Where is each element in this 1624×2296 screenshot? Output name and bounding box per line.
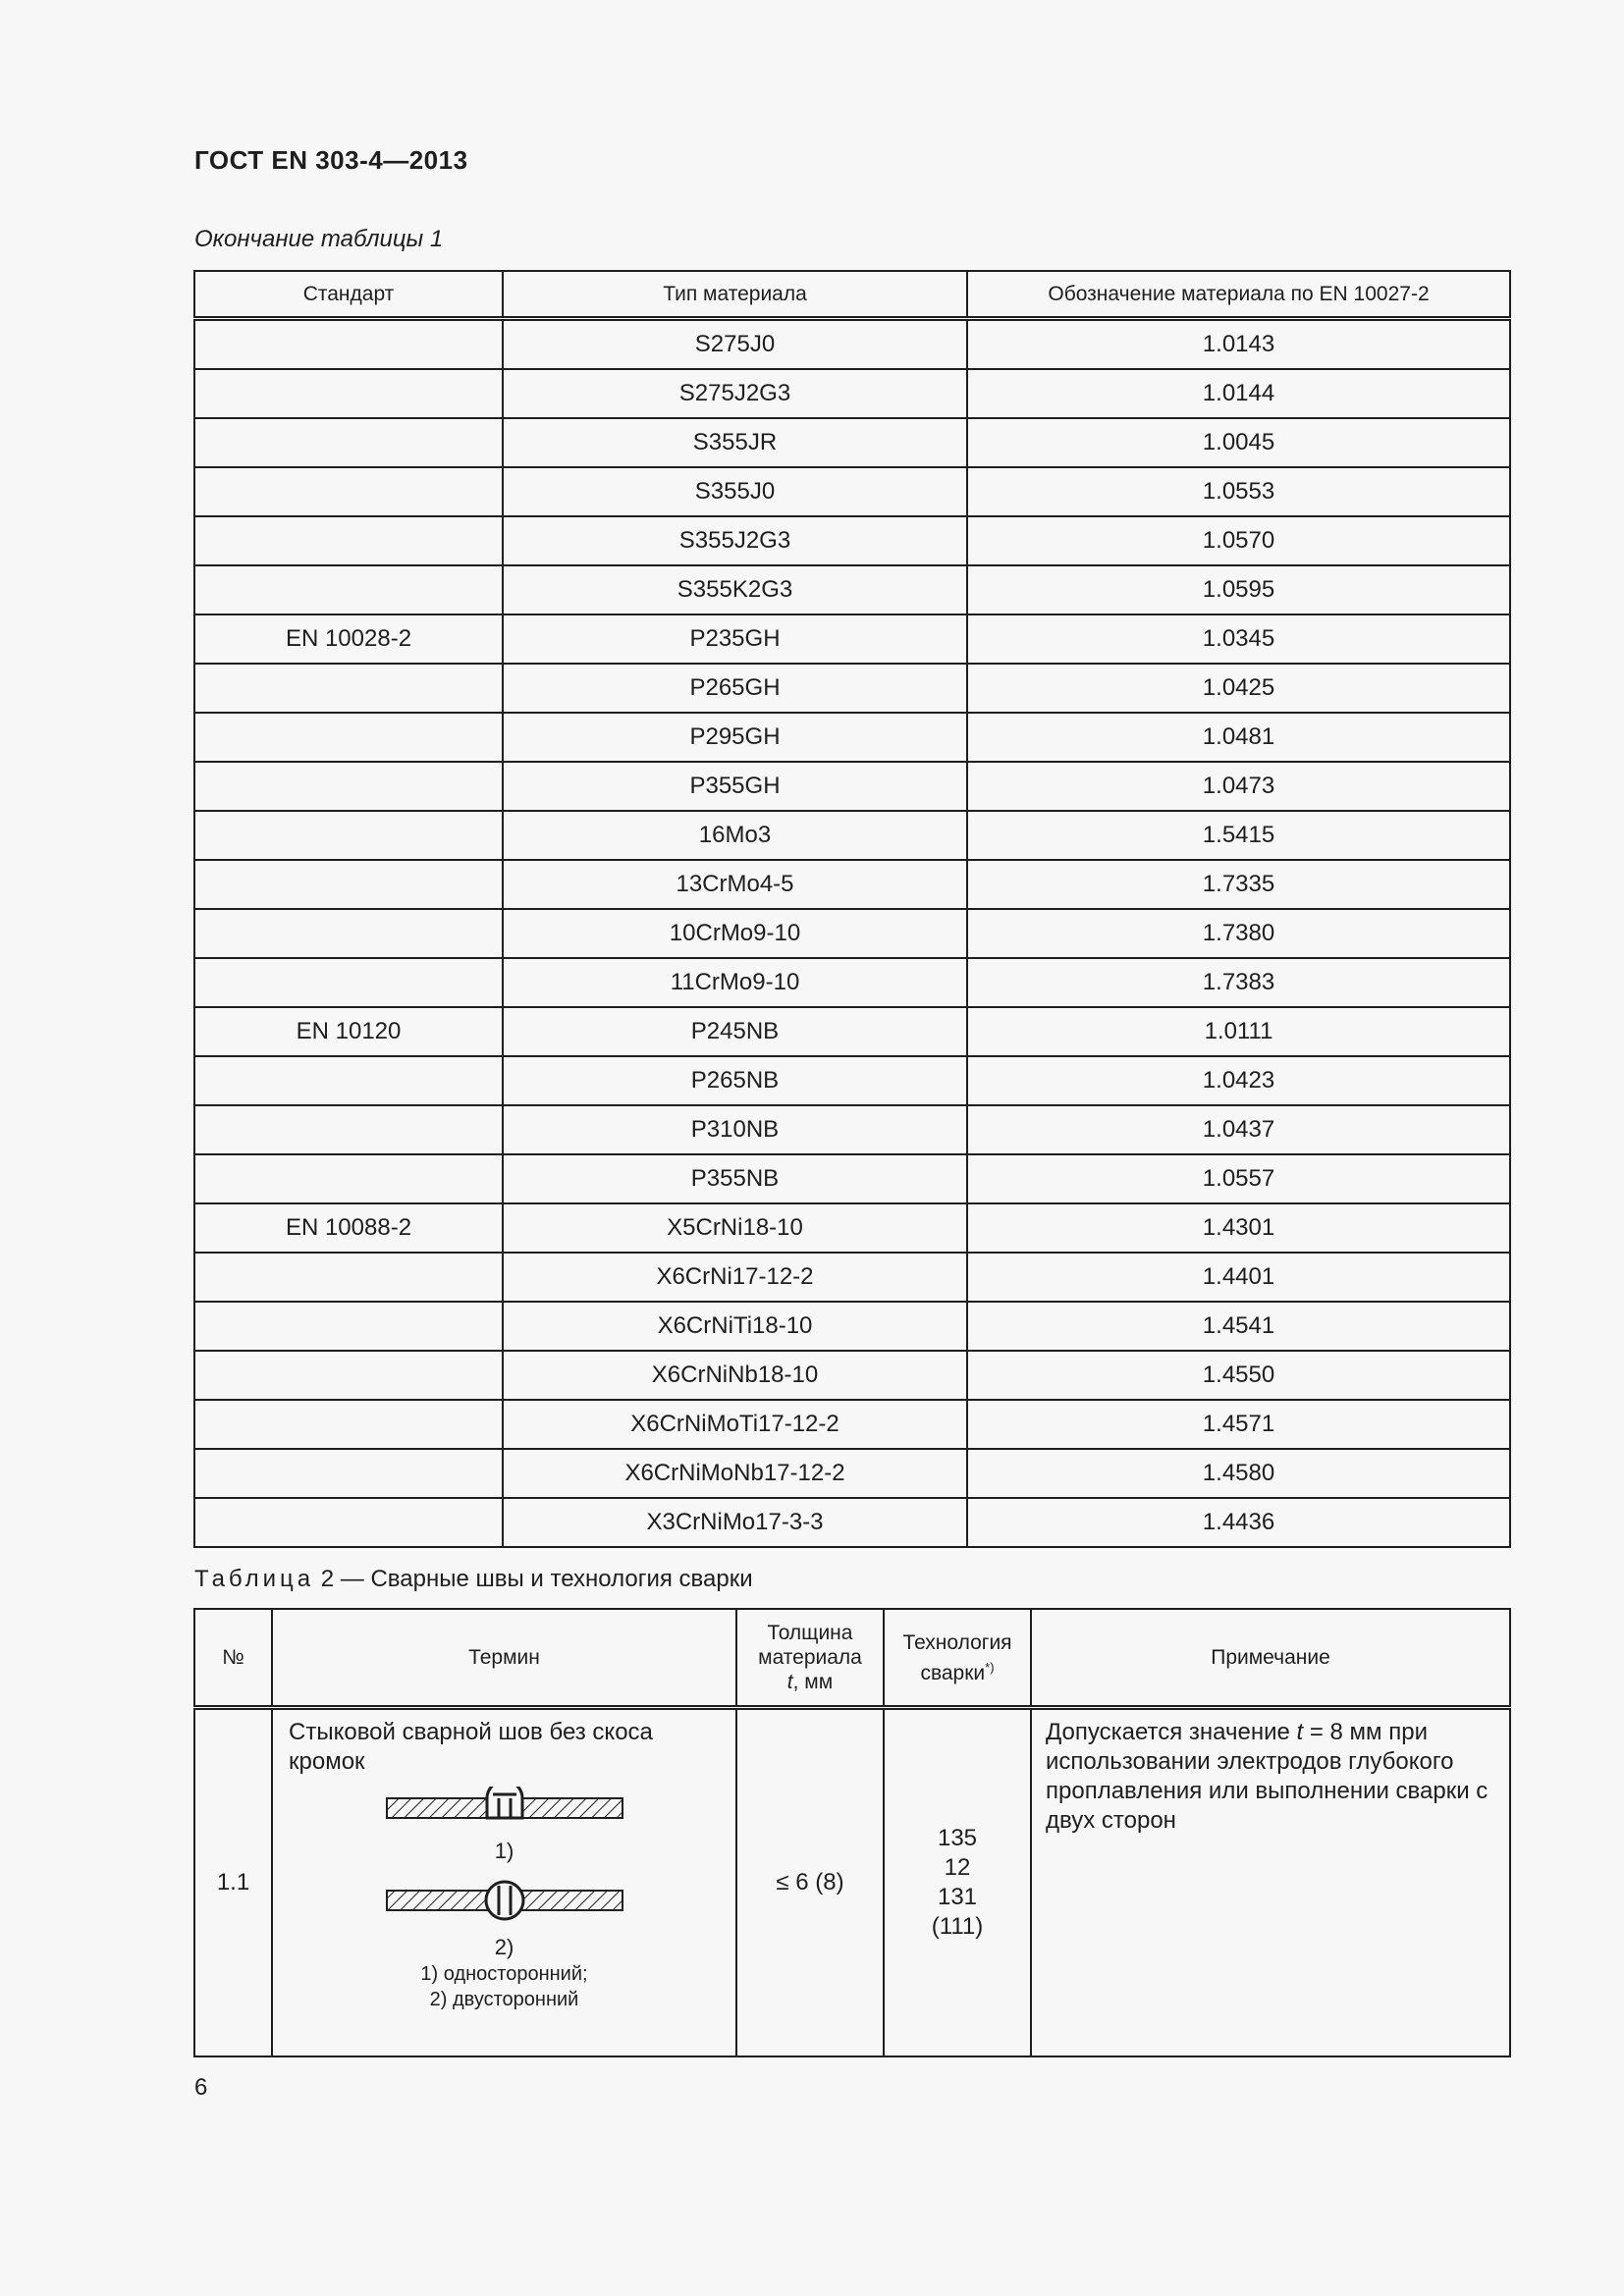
cell-material-type: P235GH bbox=[503, 614, 967, 664]
row-thickness: ≤ 6 (8) bbox=[736, 1708, 884, 2057]
cell-standard bbox=[194, 565, 503, 614]
table-row bbox=[194, 664, 1510, 713]
table2-title bbox=[194, 1566, 753, 1593]
term-text: Стыковой сварной шов без скоса кромок bbox=[289, 1719, 653, 1775]
note-var: t bbox=[1296, 1719, 1304, 1745]
cell-standard bbox=[194, 467, 503, 516]
table-row bbox=[194, 958, 1510, 1007]
cell-standard bbox=[194, 664, 503, 713]
table-row bbox=[194, 319, 1510, 370]
table2-title-rest: 2 — Сварные швы и технология сварки bbox=[314, 1566, 753, 1592]
cell-material-type: P310NB bbox=[503, 1105, 967, 1154]
cell-material-type: P265NB bbox=[503, 1056, 967, 1105]
cell-standard: EN 10120 bbox=[194, 1007, 503, 1056]
cell-material-designation: 1.4541 bbox=[967, 1302, 1510, 1351]
table-row bbox=[194, 762, 1510, 811]
cell-standard bbox=[194, 762, 503, 811]
tech-header-line2: сварки bbox=[920, 1661, 986, 1684]
column-header-note: Примечание bbox=[1031, 1609, 1510, 1708]
thickness-header-unit: , мм bbox=[792, 1671, 834, 1693]
table-row bbox=[194, 1449, 1510, 1498]
thickness-header-var: t bbox=[786, 1671, 793, 1693]
cell-material-type: 10CrMo9-10 bbox=[503, 909, 967, 958]
welds-table bbox=[193, 1608, 1511, 2057]
table-header-row bbox=[194, 1609, 1510, 1708]
materials-table bbox=[193, 270, 1511, 1548]
cell-material-designation: 1.4580 bbox=[967, 1449, 1510, 1498]
cell-material-type: 11CrMo9-10 bbox=[503, 958, 967, 1007]
cell-material-designation: 1.0423 bbox=[967, 1056, 1510, 1105]
cell-material-designation: 1.0481 bbox=[967, 713, 1510, 762]
cell-standard bbox=[194, 369, 503, 418]
cell-standard: EN 10028-2 bbox=[194, 614, 503, 664]
cell-standard bbox=[194, 958, 503, 1007]
table-row bbox=[194, 1105, 1510, 1154]
column-header-technology bbox=[884, 1609, 1031, 1708]
cell-material-type: S275J0 bbox=[503, 319, 967, 370]
cell-material-designation: 1.0111 bbox=[967, 1007, 1510, 1056]
figure-caption-2: 2) двусторонний bbox=[429, 1989, 579, 2010]
note-text-before: Допускается значение bbox=[1046, 1719, 1297, 1745]
cell-standard bbox=[194, 1154, 503, 1203]
cell-material-designation: 1.0473 bbox=[967, 762, 1510, 811]
cell-material-type: P295GH bbox=[503, 713, 967, 762]
table-row bbox=[194, 860, 1510, 909]
cell-material-type: X6CrNiTi18-10 bbox=[503, 1302, 967, 1351]
cell-standard bbox=[194, 1400, 503, 1449]
thickness-header-line1: Толщина bbox=[767, 1622, 853, 1644]
cell-standard bbox=[194, 1302, 503, 1351]
row-note bbox=[1031, 1708, 1510, 2057]
table-row bbox=[194, 614, 1510, 664]
double-sided-weld-drawing bbox=[385, 1875, 624, 1926]
figure-label-1: 1) bbox=[494, 1839, 514, 1863]
tech-code: (111) bbox=[931, 1913, 984, 1940]
cell-standard bbox=[194, 1498, 503, 1547]
note-text-after: = 8 мм при использовании электродов глубокого проплавления или выполнении сварки с двух сторон bbox=[1046, 1719, 1489, 1834]
cell-material-type: S355J0 bbox=[503, 467, 967, 516]
column-header-term: Термин bbox=[272, 1609, 736, 1708]
table-row bbox=[194, 1708, 1510, 2057]
cell-material-type: S355K2G3 bbox=[503, 565, 967, 614]
table-row bbox=[194, 1203, 1510, 1253]
table-row bbox=[194, 1056, 1510, 1105]
cell-material-designation: 1.0570 bbox=[967, 516, 1510, 565]
row-technology bbox=[884, 1708, 1031, 2057]
cell-material-designation: 1.0045 bbox=[967, 418, 1510, 467]
cell-material-designation: 1.4436 bbox=[967, 1498, 1510, 1547]
tech-footnote-mark: *) bbox=[985, 1659, 995, 1675]
cell-material-type: 16Mo3 bbox=[503, 811, 967, 860]
cell-material-type: X6CrNiNb18-10 bbox=[503, 1351, 967, 1400]
table-row bbox=[194, 565, 1510, 614]
cell-material-designation: 1.4301 bbox=[967, 1203, 1510, 1253]
column-header-material-designation: Обозначение материала по EN 10027-2 bbox=[967, 271, 1510, 319]
cell-material-designation: 1.0553 bbox=[967, 467, 1510, 516]
cell-standard bbox=[194, 1449, 503, 1498]
table-row bbox=[194, 713, 1510, 762]
table-row bbox=[194, 1498, 1510, 1547]
cell-material-designation: 1.5415 bbox=[967, 811, 1510, 860]
table-row bbox=[194, 516, 1510, 565]
single-sided-weld-drawing bbox=[385, 1787, 624, 1830]
cell-standard bbox=[194, 1056, 503, 1105]
row-number: 1.1 bbox=[194, 1708, 272, 2057]
cell-standard bbox=[194, 1105, 503, 1154]
cell-standard bbox=[194, 1351, 503, 1400]
table-row bbox=[194, 1400, 1510, 1449]
table1-caption: Окончание таблицы 1 bbox=[194, 226, 444, 252]
column-header-material-type: Тип материала bbox=[503, 271, 967, 319]
column-header-thickness bbox=[736, 1609, 884, 1708]
cell-standard bbox=[194, 1253, 503, 1302]
cell-material-type: P355GH bbox=[503, 762, 967, 811]
document-code: ГОСТ EN 303-4—2013 bbox=[194, 145, 468, 175]
column-header-standard: Стандарт bbox=[194, 271, 503, 319]
cell-standard bbox=[194, 811, 503, 860]
cell-material-type: X5CrNi18-10 bbox=[503, 1203, 967, 1253]
table-row bbox=[194, 909, 1510, 958]
figure-label-2: 2) bbox=[494, 1935, 514, 1959]
cell-material-type: S355JR bbox=[503, 418, 967, 467]
cell-material-designation: 1.7380 bbox=[967, 909, 1510, 958]
table-row bbox=[194, 369, 1510, 418]
table-row bbox=[194, 1253, 1510, 1302]
cell-material-type: 13CrMo4-5 bbox=[503, 860, 967, 909]
cell-material-type: X6CrNiMoTi17-12-2 bbox=[503, 1400, 967, 1449]
table2-title-prefix: Таблица bbox=[194, 1566, 315, 1592]
cell-material-type: S275J2G3 bbox=[503, 369, 967, 418]
cell-standard bbox=[194, 418, 503, 467]
cell-standard bbox=[194, 319, 503, 370]
table-row bbox=[194, 1007, 1510, 1056]
table-row bbox=[194, 418, 1510, 467]
cell-standard bbox=[194, 713, 503, 762]
thickness-header-line2: материала bbox=[758, 1646, 862, 1669]
materials-table-body bbox=[194, 319, 1510, 1548]
table-row bbox=[194, 811, 1510, 860]
table-row bbox=[194, 467, 1510, 516]
table-row bbox=[194, 1302, 1510, 1351]
cell-material-type: S355J2G3 bbox=[503, 516, 967, 565]
cell-material-type: X3CrNiMo17-3-3 bbox=[503, 1498, 967, 1547]
figure-caption-1: 1) односторонний; bbox=[420, 1963, 588, 1985]
cell-material-designation: 1.0557 bbox=[967, 1154, 1510, 1203]
tech-code: 135 bbox=[937, 1825, 978, 1851]
cell-material-designation: 1.4550 bbox=[967, 1351, 1510, 1400]
cell-material-designation: 1.0437 bbox=[967, 1105, 1510, 1154]
cell-material-type: X6CrNiMoNb17-12-2 bbox=[503, 1449, 967, 1498]
cell-material-designation: 1.0144 bbox=[967, 369, 1510, 418]
cell-material-designation: 1.0425 bbox=[967, 664, 1510, 713]
table-row bbox=[194, 1154, 1510, 1203]
cell-material-designation: 1.4401 bbox=[967, 1253, 1510, 1302]
cell-standard bbox=[194, 909, 503, 958]
tech-code: 12 bbox=[944, 1854, 971, 1881]
cell-material-designation: 1.0143 bbox=[967, 319, 1510, 370]
cell-material-type: X6CrNi17-12-2 bbox=[503, 1253, 967, 1302]
cell-material-designation: 1.0345 bbox=[967, 614, 1510, 664]
cell-material-designation: 1.7383 bbox=[967, 958, 1510, 1007]
page-number: 6 bbox=[194, 2074, 208, 2101]
cell-material-type: P355NB bbox=[503, 1154, 967, 1203]
row-term bbox=[272, 1708, 736, 2057]
cell-standard bbox=[194, 516, 503, 565]
cell-material-designation: 1.0595 bbox=[967, 565, 1510, 614]
tech-code: 131 bbox=[937, 1884, 978, 1910]
cell-standard: EN 10088-2 bbox=[194, 1203, 503, 1253]
cell-standard bbox=[194, 860, 503, 909]
cell-material-type: P245NB bbox=[503, 1007, 967, 1056]
tech-header-line1: Технология bbox=[902, 1630, 1012, 1654]
weld-figure bbox=[289, 1787, 720, 2012]
table-row bbox=[194, 1351, 1510, 1400]
cell-material-designation: 1.7335 bbox=[967, 860, 1510, 909]
cell-material-type: P265GH bbox=[503, 664, 967, 713]
cell-material-designation: 1.4571 bbox=[967, 1400, 1510, 1449]
table-header-row bbox=[194, 271, 1510, 319]
column-header-number: № bbox=[194, 1609, 272, 1708]
